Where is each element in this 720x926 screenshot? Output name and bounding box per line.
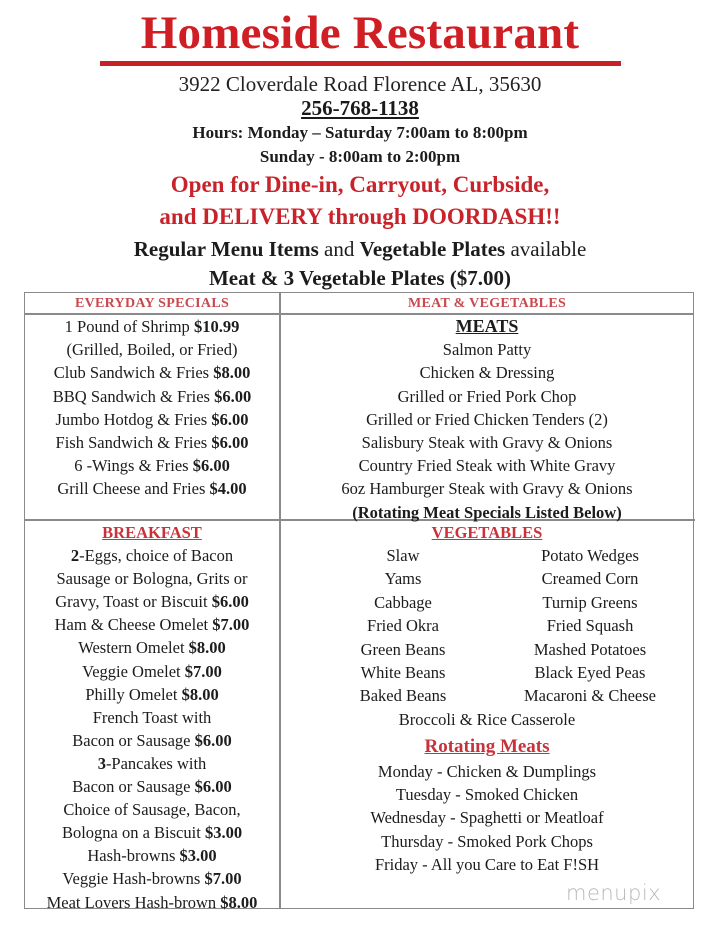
vegetable-row [279, 544, 695, 567]
item-price: $8.00 [188, 638, 226, 658]
rotating-meat-item: Thursday - Smoked Pork Chops [381, 831, 593, 851]
menu-item [25, 867, 279, 890]
item-name: Hash-browns [87, 846, 180, 866]
vegetable-item: Mashed Potatoes [533, 639, 647, 659]
item-name: BBQ Sandwich & Fries [52, 386, 215, 406]
meats-title: MEATS [455, 316, 519, 336]
menu-item [25, 338, 279, 361]
vegetable-item: Fried Squash [546, 616, 634, 636]
vegetable-row [279, 567, 695, 590]
item-name: Bacon or Sausage [72, 777, 195, 797]
rotating-meats-section [280, 734, 694, 876]
item-name: Sausage or Bologna, Grits or [56, 569, 248, 589]
menu-item [25, 660, 279, 683]
item-name: Bologna on a Biscuit [61, 823, 205, 843]
menu-item [25, 361, 279, 384]
vegetable-item: Yams [384, 569, 422, 589]
menu-item [25, 613, 279, 636]
item-name: Veggie Omelet [82, 661, 185, 681]
rotating-meat-item: Monday - Chicken & Dumplings [377, 762, 597, 781]
menu-item [25, 798, 279, 821]
menu-item [25, 752, 279, 775]
available-label: available [505, 237, 587, 261]
meat-item: Country Fried Steak with White Gravy [358, 456, 616, 476]
vegetables-full-row [280, 708, 694, 731]
item-name: Choice of Sausage, Bacon, [63, 800, 241, 820]
item-name: 6 -Wings & Fries [74, 456, 193, 476]
item-name: -Pancakes with [105, 753, 207, 773]
rotating-meat-item: Tuesday - Smoked Chicken [395, 785, 579, 805]
menu-item [25, 567, 279, 590]
item-price: $6.00 [192, 456, 230, 476]
meat-item: Chicken & Dressing [419, 363, 555, 383]
menu-table [24, 292, 694, 912]
breakfast-heading: BREAKFAST [102, 523, 202, 542]
vegetable-row [279, 661, 695, 684]
vegetable-item: Creamed Corn [541, 569, 639, 589]
item-price: $7.00 [184, 661, 222, 681]
vegetable-item: Green Beans [360, 639, 446, 659]
meat-and-three-price: Meat & 3 Vegetable Plates ($7.00) [208, 266, 512, 290]
item-name: (Grilled, Boiled, or Fried) [66, 340, 238, 360]
hours-sunday: Sunday - 8:00am to 2:00pm [259, 147, 461, 166]
menu-item [25, 544, 279, 567]
menu-item [25, 775, 279, 798]
item-price: $6.00 [211, 433, 249, 453]
item-price: $8.00 [181, 684, 219, 704]
menu-item [25, 683, 279, 706]
menu-item [25, 636, 279, 659]
conjunction: and [318, 237, 360, 261]
vegetables-heading: VEGETABLES [431, 523, 543, 542]
vegetable-item: Cabbage [374, 592, 432, 612]
item-name: Ham & Cheese Omelet [54, 615, 213, 635]
vegetable-item: White Beans [360, 662, 446, 682]
menu-item [25, 821, 279, 844]
item-price: $6.00 [194, 730, 232, 750]
item-price: $8.00 [213, 363, 251, 383]
vegetables-heading-wrap [280, 521, 694, 544]
item-price: $4.00 [209, 479, 247, 499]
vegetable-item: Baked Beans [359, 686, 447, 706]
menu-item [25, 706, 279, 729]
item-name: Fish Sandwich & Fries [55, 433, 212, 453]
meat-item: Salmon Patty [442, 340, 532, 360]
item-price: $3.00 [204, 823, 243, 843]
vegetable-row [279, 614, 695, 637]
breakfast-list [25, 544, 279, 914]
item-price: $6.00 [214, 386, 252, 406]
meats-section [280, 315, 694, 524]
meat-item: Grilled or Fried Chicken Tenders (2) [366, 409, 608, 429]
item-name: Philly Omelet [85, 684, 182, 704]
vegetable-row [279, 638, 695, 661]
menu-item [25, 385, 279, 408]
item-quantity: 3 [97, 753, 106, 773]
breakfast-section [25, 521, 279, 914]
service-options-line2: and DELIVERY through DOORDASH!! [159, 204, 561, 229]
everyday-specials-list [25, 315, 279, 501]
vegetable-plates-label: Vegetable Plates [359, 237, 506, 261]
vegetable-item: Slaw [386, 546, 420, 565]
meat-vegetables-heading: MEAT & VEGETABLES [407, 296, 567, 311]
item-name: French Toast with [92, 707, 212, 727]
item-name: 1 Pound of Shrimp [64, 317, 194, 336]
meat-item: Salisbury Steak with Gravy & Onions [361, 433, 613, 453]
menu-item [25, 408, 279, 431]
vegetables-grid [279, 544, 695, 708]
item-name: Grill Cheese and Fries [57, 479, 210, 499]
rotating-meat-item: Friday - All you Care to Eat F!SH [374, 854, 600, 874]
address: 3922 Cloverdale Road Florence AL, 35630 [178, 72, 542, 96]
watermark-logo: menupix [566, 881, 662, 905]
item-quantity: 2 [70, 546, 80, 566]
menu-item [25, 454, 279, 477]
item-name: Gravy, Toast or Biscuit [55, 592, 212, 612]
menu-item [25, 477, 279, 500]
menu-item [25, 729, 279, 752]
title-underline [100, 61, 621, 66]
item-name: Western Omelet [78, 638, 189, 658]
vegetable-item: Fried Okra [367, 616, 439, 636]
meats-list [280, 338, 694, 500]
rotating-meats-note: (Rotating Meat Specials Listed Below) [352, 502, 622, 522]
vegetable-item: Broccoli & Rice Casserole [398, 710, 576, 729]
item-price: $3.00 [179, 846, 217, 866]
restaurant-title: Homeside Restaurant [140, 7, 580, 59]
item-name: Bacon or Sausage [72, 730, 195, 750]
item-name: Veggie Hash-browns [62, 869, 205, 889]
item-price: $6.00 [194, 777, 232, 797]
regular-menu-note [0, 237, 720, 262]
menu-item [25, 844, 279, 867]
hours-weekday: Hours: Monday – Saturday 7:00am to 8:00pm [192, 123, 528, 142]
rotating-meat-item: Wednesday - Spaghetti or Meatloaf [370, 808, 604, 828]
vegetable-row [279, 684, 695, 707]
item-name: Meat Lovers Hash-brown [46, 892, 221, 912]
vegetable-item: Turnip Greens [542, 592, 638, 612]
item-name: -Eggs, choice of Bacon [79, 546, 234, 566]
item-name: Jumbo Hotdog & Fries [55, 409, 212, 429]
regular-menu-items-label: Regular Menu Items [133, 237, 319, 261]
phone-number: 256-768-1138 [301, 96, 419, 120]
item-name: Club Sandwich & Fries [53, 363, 214, 383]
item-price: $8.00 [220, 892, 258, 912]
everyday-specials-heading: EVERYDAY SPECIALS [74, 296, 230, 311]
meat-item: Grilled or Fried Pork Chop [397, 386, 577, 406]
vegetable-item: Macaroni & Cheese [524, 686, 656, 706]
meat-item: 6oz Hamburger Steak with Gravy & Onions [341, 479, 633, 499]
item-price: $7.00 [204, 869, 242, 889]
item-price: $10.99 [193, 317, 240, 336]
vegetable-item: Potato Wedges [541, 546, 639, 565]
service-options-line1: Open for Dine-in, Carryout, Curbside, [170, 172, 550, 197]
menu-item [25, 431, 279, 454]
vegetable-row [279, 591, 695, 614]
rotating-meats-heading: Rotating Meats [424, 736, 550, 757]
item-price: $6.00 [211, 592, 249, 612]
rotating-meats-list [280, 760, 694, 876]
item-price: $6.00 [211, 409, 249, 429]
item-price: $7.00 [212, 615, 250, 635]
menu-item [25, 590, 279, 613]
menu-item [25, 891, 279, 914]
menu-item [25, 315, 279, 338]
vegetable-item: Black Eyed Peas [534, 662, 646, 682]
